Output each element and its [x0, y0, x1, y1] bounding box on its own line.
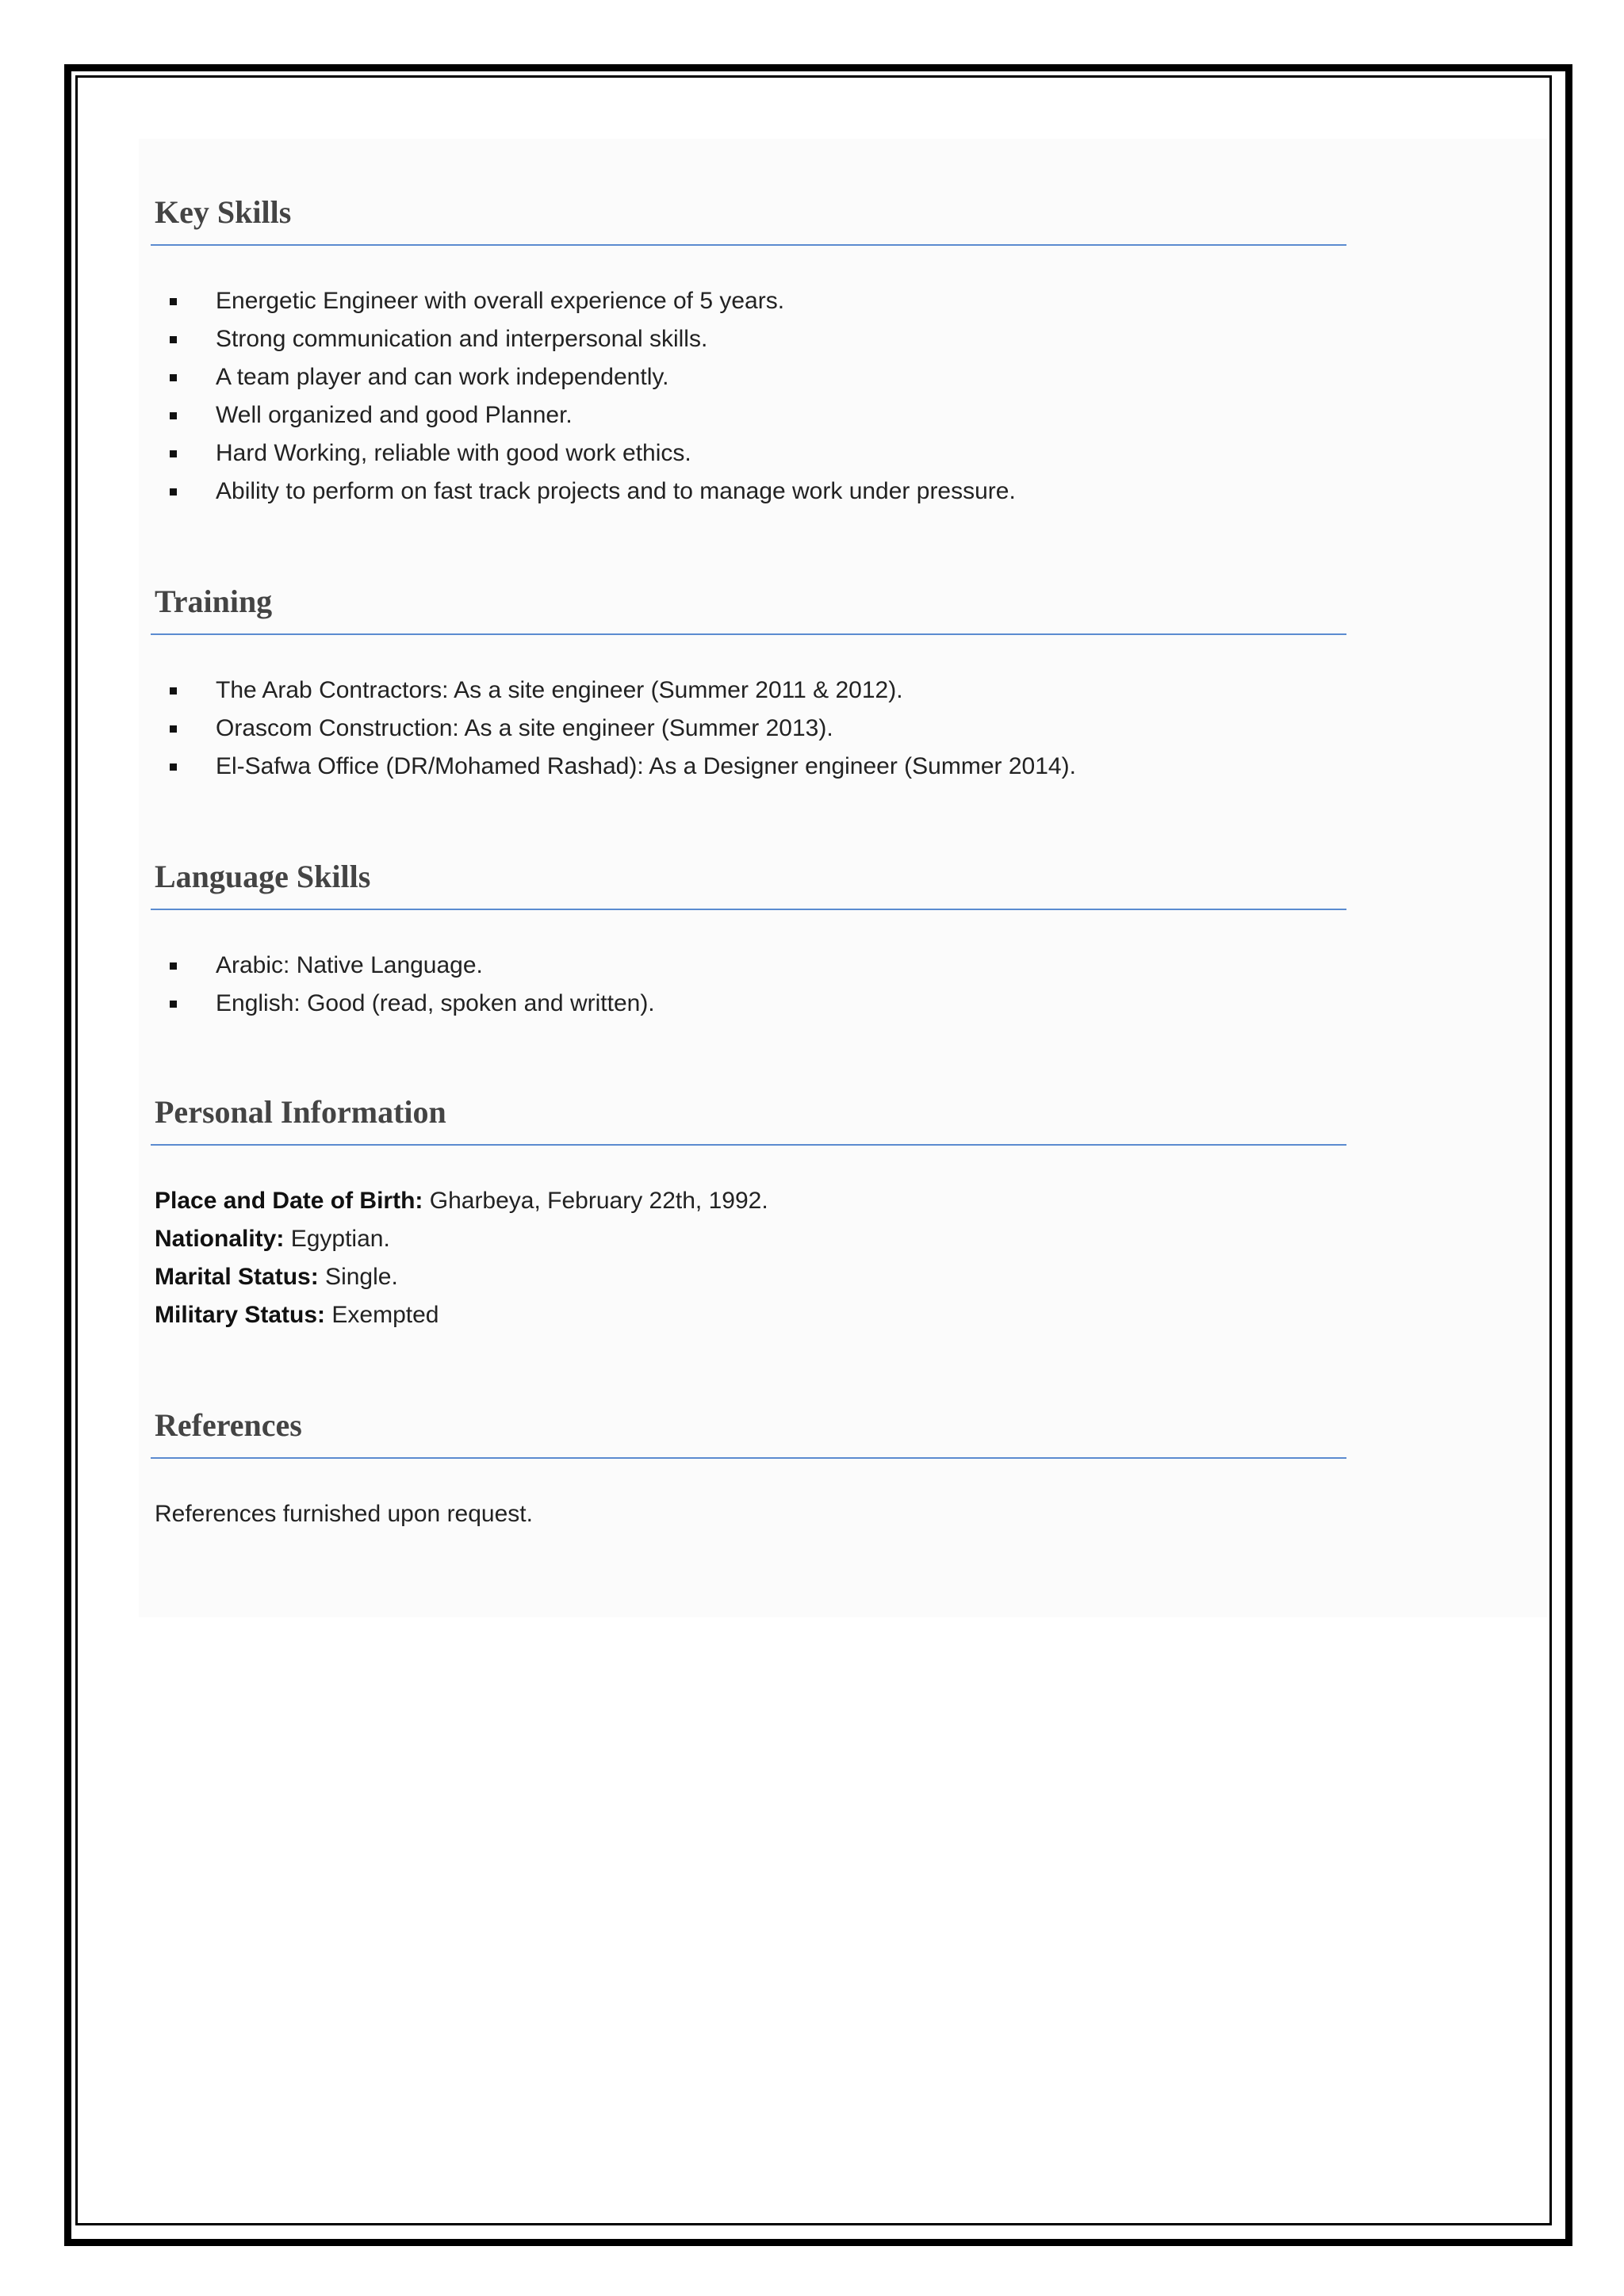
language-skills-heading: Language Skills: [155, 859, 371, 894]
list-item: Arabic: Native Language.: [151, 947, 1346, 985]
training-list: [151, 672, 1346, 786]
list-item: Well organized and good Planner.: [151, 396, 1346, 434]
section-divider: [151, 633, 1346, 635]
list-item: Orascom Construction: As a site engineer (Summer 2013).: [151, 710, 1346, 748]
key-skills-section: [151, 190, 1346, 511]
section-divider: [151, 1144, 1346, 1146]
section-divider: [151, 244, 1346, 246]
field-value: Single.: [318, 1264, 398, 1290]
personal-information-section: [151, 1090, 1346, 1334]
birth-info-line: [151, 1182, 1346, 1220]
key-skills-heading: Key Skills: [155, 194, 292, 230]
language-skills-section: [151, 855, 1346, 1023]
list-item: A team player and can work independently.: [151, 358, 1346, 396]
key-skills-list: [151, 282, 1346, 511]
training-heading: Training: [155, 584, 273, 619]
military-status-line: [151, 1296, 1346, 1334]
section-divider: [151, 1457, 1346, 1459]
list-item: Ability to perform on fast track projects and to manage work under pressure.: [151, 473, 1346, 511]
field-label: Nationality:: [155, 1226, 285, 1252]
field-value: Exempted: [325, 1302, 439, 1328]
list-item: Energetic Engineer with overall experience of 5 years.: [151, 282, 1346, 320]
list-item: English: Good (read, spoken and written).: [151, 985, 1346, 1023]
field-label: Marital Status:: [155, 1264, 319, 1290]
marital-status-line: [151, 1258, 1346, 1296]
field-label: Place and Date of Birth:: [155, 1188, 423, 1214]
field-label: Military Status:: [155, 1302, 326, 1328]
training-section: [151, 580, 1346, 786]
personal-info-fields: [151, 1182, 1346, 1334]
list-item: The Arab Contractors: As a site engineer (Summer 2011 & 2012).: [151, 672, 1346, 710]
field-value: Gharbeya, February 22th, 1992.: [423, 1188, 768, 1214]
field-value: Egyptian.: [284, 1226, 390, 1252]
references-section: [151, 1403, 1346, 1533]
references-heading: References: [155, 1407, 302, 1443]
list-item: Strong communication and interpersonal skills.: [151, 320, 1346, 358]
personal-information-heading: Personal Information: [155, 1094, 446, 1130]
section-divider: [151, 909, 1346, 910]
list-item: Hard Working, reliable with good work ethics.: [151, 434, 1346, 473]
list-item: El-Safwa Office (DR/Mohamed Rashad): As a Designer engineer (Summer 2014).: [151, 748, 1346, 786]
references-text: References furnished upon request.: [155, 1501, 533, 1527]
language-skills-list: [151, 947, 1346, 1023]
nationality-line: [151, 1220, 1346, 1258]
